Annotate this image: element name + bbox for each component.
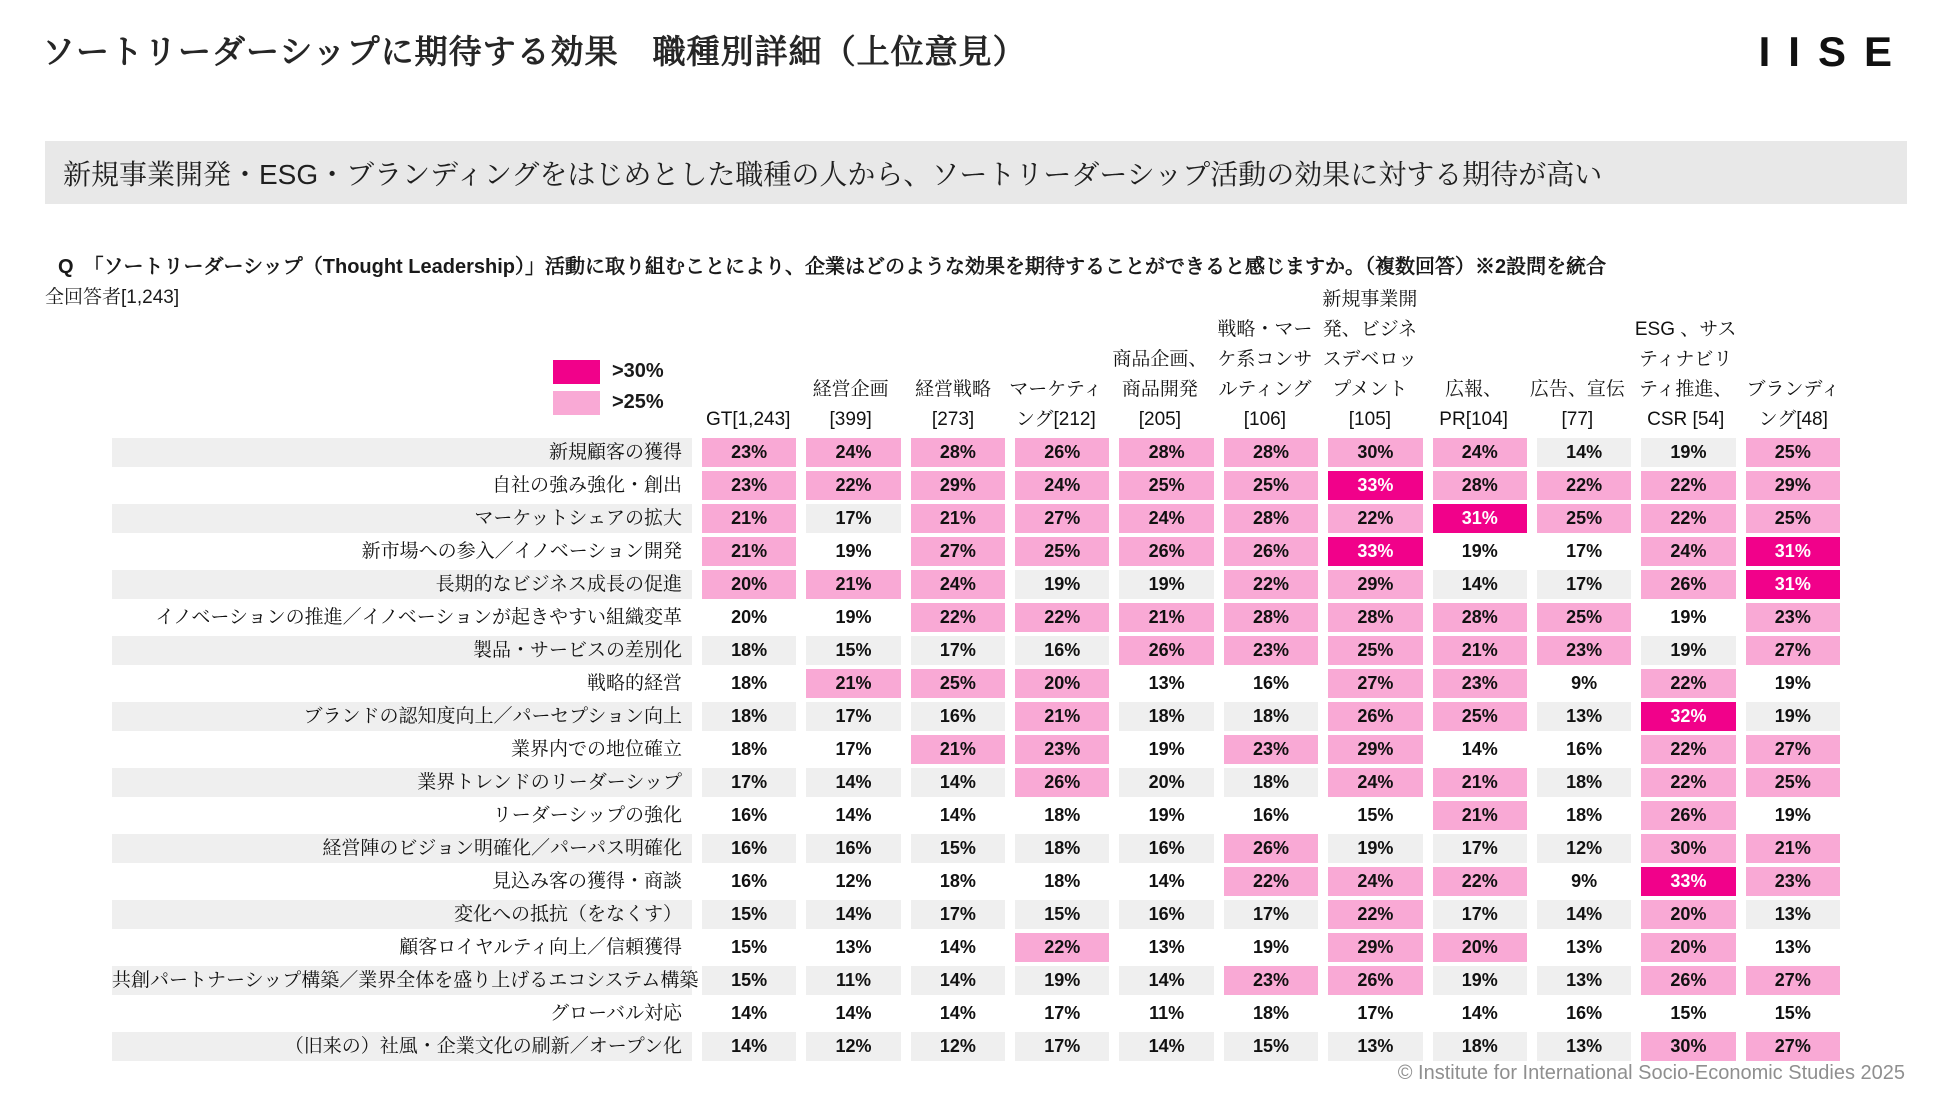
value-cell: 19%	[1119, 570, 1213, 599]
value-cell: 24%	[911, 570, 1005, 599]
table-body	[112, 438, 1840, 1061]
value-cell: 22%	[1641, 669, 1735, 698]
value-cell: 21%	[806, 570, 900, 599]
row-label: マーケットシェアの拡大	[112, 504, 692, 533]
value-cell: 23%	[1224, 966, 1318, 995]
column-header	[702, 405, 794, 438]
row-label: 戦略的経営	[586, 673, 682, 694]
column-header	[804, 375, 896, 438]
value-cell: 19%	[1148, 805, 1185, 825]
column-header-line: GT[1,243]	[705, 409, 791, 430]
value-cell: 15%	[911, 834, 1005, 863]
value-cell: 21%	[1015, 702, 1109, 731]
value-cell: 14%	[731, 1003, 768, 1023]
value-cell: 22%	[1015, 933, 1109, 962]
value-cell: 30%	[1641, 834, 1735, 863]
value-cell: 22%	[806, 471, 900, 500]
value-cell: 13%	[1537, 702, 1631, 731]
column-header-line: 経営企画	[812, 379, 889, 400]
value-cell: 27%	[1746, 735, 1840, 764]
value-cell: 18%	[1433, 1032, 1527, 1061]
value-cell: 29%	[911, 471, 1005, 500]
value-cell: 28%	[911, 438, 1005, 467]
value-cell: 18%	[939, 871, 976, 891]
value-cell: 26%	[1641, 966, 1735, 995]
value-cell: 24%	[1641, 537, 1735, 566]
value-cell: 17%	[806, 504, 900, 533]
value-cell: 15%	[1224, 1032, 1318, 1061]
value-cell: 12%	[806, 1032, 900, 1061]
key-message-text: 新規事業開発・ESG・ブランディングをはじめとした職種の人から、ソートリーダーシップ活動の効果に対する期待が高い	[63, 158, 1603, 190]
column-header	[1530, 375, 1625, 438]
value-cell: 17%	[1224, 900, 1318, 929]
value-cell: 16%	[1252, 673, 1289, 693]
value-cell: 25%	[911, 669, 1005, 698]
value-cell: 21%	[702, 504, 796, 533]
value-cell: 21%	[911, 735, 1005, 764]
value-cell: 12%	[911, 1032, 1005, 1061]
row-label: 新市場への参入／イノベーション開発	[361, 541, 682, 562]
column-header	[1217, 315, 1312, 438]
column-header	[1635, 315, 1737, 438]
value-cell: 26%	[1641, 801, 1735, 830]
value-cell: 20%	[1641, 933, 1735, 962]
value-cell: 15%	[731, 937, 768, 957]
value-cell: 13%	[1328, 1032, 1422, 1061]
value-cell: 29%	[1328, 735, 1422, 764]
value-cell: 14%	[835, 1003, 872, 1023]
value-cell: 17%	[1015, 1032, 1109, 1061]
column-header-line: [273]	[931, 409, 975, 430]
column-header-line: マーケティ	[1009, 379, 1103, 400]
key-message-banner	[45, 141, 1907, 204]
table-row	[112, 933, 1840, 962]
value-cell: 14%	[1119, 1032, 1213, 1061]
value-cell: 16%	[1252, 805, 1289, 825]
value-cell: 16%	[731, 871, 768, 891]
value-cell: 25%	[1537, 603, 1631, 632]
value-cell: 24%	[1328, 768, 1422, 797]
value-cell: 21%	[1746, 834, 1840, 863]
row-label: リーダーシップの強化	[492, 805, 682, 826]
column-header-line: ルティング	[1218, 379, 1312, 400]
value-cell: 19%	[1641, 438, 1735, 467]
value-cell: 30%	[1641, 1032, 1735, 1061]
column-header-line: スデベロッ	[1322, 349, 1418, 370]
value-cell: 20%	[1433, 933, 1527, 962]
value-cell: 19%	[1461, 541, 1498, 561]
value-cell: 29%	[1328, 570, 1422, 599]
value-cell: 15%	[702, 966, 796, 995]
value-cell: 19%	[1641, 636, 1735, 665]
value-cell: 26%	[1224, 537, 1318, 566]
table-row	[112, 438, 1840, 467]
value-cell: 27%	[1015, 504, 1109, 533]
value-cell: 18%	[1566, 805, 1603, 825]
value-cell: 16%	[731, 805, 768, 825]
value-cell: 19%	[1774, 805, 1811, 825]
value-cell: 28%	[1224, 504, 1318, 533]
value-cell: 21%	[1119, 603, 1213, 632]
value-cell: 17%	[835, 739, 872, 759]
value-cell: 26%	[1015, 768, 1109, 797]
value-cell: 29%	[1746, 471, 1840, 500]
value-cell: 18%	[1252, 1003, 1289, 1023]
value-cell: 20%	[1119, 768, 1213, 797]
table-row	[112, 669, 1840, 698]
value-cell: 18%	[1044, 805, 1081, 825]
table-header-row	[112, 268, 1840, 438]
value-cell: 27%	[1328, 669, 1422, 698]
value-cell: 28%	[1224, 603, 1318, 632]
table-row	[112, 603, 1840, 632]
value-cell: 15%	[1015, 900, 1109, 929]
value-cell: 23%	[1224, 735, 1318, 764]
value-cell: 22%	[1224, 867, 1318, 896]
column-header-line: ESG 、サス	[1634, 319, 1737, 340]
value-cell: 25%	[1537, 504, 1631, 533]
value-cell: 31%	[1433, 504, 1527, 533]
value-cell: 22%	[1641, 768, 1735, 797]
column-header-line: 商品企画、	[1112, 349, 1208, 370]
value-cell: 16%	[1015, 636, 1109, 665]
value-cell: 15%	[1670, 1003, 1707, 1023]
value-cell: 18%	[1224, 702, 1318, 731]
column-header-line: 広報、	[1445, 379, 1503, 400]
value-cell: 27%	[1746, 636, 1840, 665]
survey-question: Q 「ソートリーダーシップ（Thought Leadership）」活動に取り組むことにより、企業はどのような効果を期待することができると感じますか。（複数回答）※2設問を統合	[58, 256, 1607, 278]
value-cell: 13%	[1148, 673, 1185, 693]
value-cell: 22%	[1224, 570, 1318, 599]
value-cell: 25%	[1224, 471, 1318, 500]
table-row	[112, 801, 1840, 830]
column-header	[907, 375, 999, 438]
row-label: 業界トレンドのリーダーシップ	[112, 768, 692, 797]
column-header-line: ング[48]	[1758, 409, 1828, 430]
value-cell: 17%	[911, 636, 1005, 665]
value-cell: 30%	[1328, 438, 1422, 467]
value-cell: 22%	[1328, 504, 1422, 533]
value-cell: 13%	[1148, 937, 1185, 957]
value-cell: 19%	[1433, 966, 1527, 995]
value-cell: 14%	[1537, 438, 1631, 467]
value-cell: 16%	[1119, 834, 1213, 863]
value-cell: 13%	[1566, 937, 1603, 957]
value-cell: 19%	[835, 541, 872, 561]
value-cell: 14%	[939, 805, 976, 825]
row-label: 変化への抵抗（をなくす）	[112, 900, 692, 929]
column-header-line: 新規事業開	[1322, 289, 1418, 310]
value-cell: 21%	[1433, 636, 1527, 665]
value-cell: 13%	[1746, 900, 1840, 929]
value-cell: 22%	[1328, 900, 1422, 929]
value-cell: 26%	[1015, 438, 1109, 467]
row-label: 新規顧客の獲得	[112, 438, 692, 467]
value-cell: 16%	[1566, 1003, 1603, 1023]
column-header-line: 経営戦略	[915, 379, 992, 400]
column-header-line: [106]	[1243, 409, 1287, 430]
value-cell: 27%	[911, 537, 1005, 566]
column-header-line: プメント	[1332, 379, 1408, 400]
table-row	[112, 735, 1840, 764]
value-cell: 27%	[1746, 966, 1840, 995]
value-cell: 19%	[1252, 937, 1289, 957]
value-cell: 18%	[1119, 702, 1213, 731]
column-header-line: ケ系コンサ	[1217, 349, 1313, 370]
column-header-line: [205]	[1138, 409, 1182, 430]
value-cell: 17%	[1433, 834, 1527, 863]
value-cell: 23%	[1746, 867, 1840, 896]
table-row	[112, 867, 1840, 896]
value-cell: 14%	[806, 768, 900, 797]
value-cell: 11%	[1149, 1003, 1185, 1023]
table-row	[112, 999, 1840, 1028]
value-cell: 20%	[1015, 669, 1109, 698]
value-cell: 15%	[806, 636, 900, 665]
value-cell: 14%	[1119, 966, 1213, 995]
value-cell: 14%	[702, 1032, 796, 1061]
column-header	[1427, 375, 1519, 438]
value-cell: 31%	[1746, 537, 1840, 566]
value-cell: 11%	[806, 966, 900, 995]
value-cell: 9%	[1571, 871, 1598, 891]
value-cell: 24%	[1119, 504, 1213, 533]
value-cell: 12%	[1537, 834, 1631, 863]
value-cell: 25%	[1119, 471, 1213, 500]
column-header	[1009, 375, 1102, 438]
value-cell: 18%	[702, 702, 796, 731]
value-cell: 33%	[1328, 471, 1422, 500]
row-label: 共創パートナーシップ構築／業界全体を盛り上げるエコシステム構築	[112, 966, 692, 995]
row-label: イノベーションの推進／イノベーションが起きやすい組織変革	[155, 607, 682, 628]
value-cell: 17%	[1433, 900, 1527, 929]
value-cell: 14%	[939, 1003, 976, 1023]
value-cell: 18%	[1044, 871, 1081, 891]
value-cell: 17%	[1566, 541, 1603, 561]
table-row	[112, 768, 1840, 797]
value-cell: 25%	[1746, 438, 1840, 467]
value-cell: 23%	[1433, 669, 1527, 698]
value-cell: 22%	[911, 603, 1005, 632]
value-cell: 27%	[1746, 1032, 1840, 1061]
value-cell: 14%	[1461, 739, 1498, 759]
value-cell: 13%	[1537, 966, 1631, 995]
value-cell: 16%	[1119, 900, 1213, 929]
table-row	[112, 636, 1840, 665]
value-cell: 26%	[1328, 966, 1422, 995]
value-cell: 19%	[1670, 607, 1707, 627]
value-cell: 29%	[1328, 933, 1422, 962]
table-row	[112, 537, 1840, 566]
value-cell: 14%	[1148, 871, 1185, 891]
table-row	[112, 900, 1840, 929]
value-cell: 32%	[1641, 702, 1735, 731]
legend-label-over25: >25%	[612, 391, 664, 413]
column-header-line: 発、ビジネ	[1322, 319, 1418, 340]
value-cell: 18%	[702, 636, 796, 665]
copyright: © Institute for International Socio-Economic Studies 2025	[1397, 1062, 1905, 1084]
table-row	[112, 702, 1840, 731]
value-cell: 23%	[1537, 636, 1631, 665]
value-cell: 16%	[702, 834, 796, 863]
value-cell: 18%	[1224, 768, 1318, 797]
value-cell: 33%	[1328, 537, 1422, 566]
value-cell: 14%	[835, 805, 872, 825]
value-cell: 19%	[1774, 673, 1811, 693]
value-cell: 17%	[806, 702, 900, 731]
value-cell: 14%	[1461, 1003, 1498, 1023]
column-header-line: 戦略・マー	[1217, 319, 1313, 340]
value-cell: 12%	[835, 871, 872, 891]
value-cell: 13%	[1537, 1032, 1631, 1061]
value-cell: 24%	[806, 438, 900, 467]
value-cell: 17%	[911, 900, 1005, 929]
value-cell: 22%	[1641, 504, 1735, 533]
value-cell: 14%	[939, 937, 976, 957]
row-label: 見込み客の獲得・商談	[491, 871, 682, 892]
value-cell: 23%	[1746, 603, 1840, 632]
value-cell: 20%	[1641, 900, 1735, 929]
value-cell: 16%	[806, 834, 900, 863]
column-header-line: ティナビリ	[1638, 349, 1733, 370]
value-cell: 24%	[1015, 471, 1109, 500]
value-cell: 19%	[1015, 966, 1109, 995]
value-cell: 23%	[1015, 735, 1109, 764]
value-cell: 24%	[1328, 867, 1422, 896]
value-cell: 22%	[1537, 471, 1631, 500]
value-cell: 16%	[1566, 739, 1603, 759]
row-label: 顧客ロイヤルティ向上／信頼獲得	[399, 937, 682, 958]
column-header-line: CSR [54]	[1647, 409, 1725, 430]
legend-label-over30: >30%	[612, 360, 664, 382]
row-label: 経営陣のビジョン明確化／パーパス明確化	[112, 834, 692, 863]
value-cell: 14%	[911, 966, 1005, 995]
value-cell: 21%	[702, 537, 796, 566]
table-row	[112, 1032, 1840, 1061]
respondents-label: 全回答者[1,243]	[45, 287, 180, 308]
value-cell: 28%	[1328, 603, 1422, 632]
column-header-line: ブランディ	[1746, 379, 1840, 400]
value-cell: 22%	[1015, 603, 1109, 632]
value-cell: 23%	[702, 471, 796, 500]
page-title: ソートリーダーシップに期待する効果 職種別詳細（上位意見）	[42, 33, 1027, 70]
value-cell: 17%	[702, 768, 796, 797]
column-header-line: PR[104]	[1439, 409, 1508, 430]
value-cell: 17%	[1044, 1003, 1081, 1023]
value-cell: 13%	[1774, 937, 1811, 957]
value-cell: 24%	[1433, 438, 1527, 467]
column-header-line: 広告、宣伝	[1529, 379, 1625, 400]
value-cell: 28%	[1119, 438, 1213, 467]
value-cell: 21%	[806, 669, 900, 698]
value-cell: 28%	[1433, 471, 1527, 500]
value-cell: 14%	[1537, 900, 1631, 929]
value-cell: 14%	[1433, 570, 1527, 599]
value-cell: 16%	[911, 702, 1005, 731]
value-cell: 18%	[731, 739, 768, 759]
table-row	[112, 471, 1840, 500]
column-header-line: 商品開発	[1121, 379, 1198, 400]
value-cell: 18%	[1015, 834, 1109, 863]
value-cell: 15%	[1357, 805, 1394, 825]
value-cell: 15%	[702, 900, 796, 929]
row-label: 製品・サービスの差別化	[112, 636, 692, 665]
value-cell: 26%	[1119, 636, 1213, 665]
value-cell: 28%	[1433, 603, 1527, 632]
value-cell: 22%	[1641, 735, 1735, 764]
value-cell: 25%	[1746, 504, 1840, 533]
value-cell: 14%	[806, 900, 900, 929]
table-row	[112, 504, 1840, 533]
value-cell: 18%	[731, 673, 768, 693]
table-row	[112, 834, 1840, 863]
column-header	[1322, 285, 1417, 438]
value-cell: 17%	[1357, 1003, 1394, 1023]
value-cell: 25%	[1328, 636, 1422, 665]
value-cell: 25%	[1015, 537, 1109, 566]
value-cell: 20%	[702, 570, 796, 599]
column-header-line: ング[212]	[1015, 409, 1096, 430]
column-header-line: [77]	[1561, 409, 1594, 430]
value-cell: 19%	[835, 607, 872, 627]
column-header	[1747, 375, 1840, 438]
value-cell: 25%	[1746, 768, 1840, 797]
row-label: グローバル対応	[549, 1003, 682, 1024]
value-cell: 18%	[1537, 768, 1631, 797]
value-cell: 23%	[702, 438, 796, 467]
value-cell: 23%	[1224, 636, 1318, 665]
value-cell: 26%	[1224, 834, 1318, 863]
value-cell: 31%	[1746, 570, 1840, 599]
iise-logo: IISE	[1758, 28, 1910, 75]
value-cell: 17%	[1537, 570, 1631, 599]
value-cell: 19%	[1148, 739, 1185, 759]
value-cell: 21%	[911, 504, 1005, 533]
value-cell: 13%	[835, 937, 872, 957]
value-cell: 21%	[1433, 801, 1527, 830]
value-cell: 33%	[1641, 867, 1735, 896]
value-cell: 22%	[1641, 471, 1735, 500]
row-label: （旧来の）社風・企業文化の刷新／オープン化	[112, 1032, 692, 1061]
value-cell: 25%	[1433, 702, 1527, 731]
value-cell: 19%	[1746, 702, 1840, 731]
column-header-line: [105]	[1348, 409, 1392, 430]
value-cell: 28%	[1224, 438, 1318, 467]
value-cell: 26%	[1328, 702, 1422, 731]
value-cell: 26%	[1641, 570, 1735, 599]
row-label: ブランドの認知度向上／パーセプション向上	[112, 702, 692, 731]
row-label: 自社の強み強化・創出	[491, 475, 682, 496]
column-header-line: ティ推進、	[1638, 379, 1733, 400]
value-cell: 19%	[1328, 834, 1422, 863]
value-cell: 9%	[1571, 673, 1598, 693]
column-header-line: [399]	[829, 409, 872, 430]
value-cell: 22%	[1433, 867, 1527, 896]
value-cell: 15%	[1774, 1003, 1811, 1023]
row-label: 業界内での地位確立	[510, 739, 682, 760]
column-header	[1112, 345, 1207, 438]
table-row	[112, 570, 1840, 599]
heatmap-table	[112, 268, 1840, 1065]
value-cell: 19%	[1015, 570, 1109, 599]
value-cell: 14%	[911, 768, 1005, 797]
table-row	[112, 966, 1840, 995]
value-cell: 21%	[1433, 768, 1527, 797]
value-cell: 26%	[1119, 537, 1213, 566]
row-label: 長期的なビジネス成長の促進	[112, 570, 692, 599]
value-cell: 20%	[731, 607, 768, 627]
